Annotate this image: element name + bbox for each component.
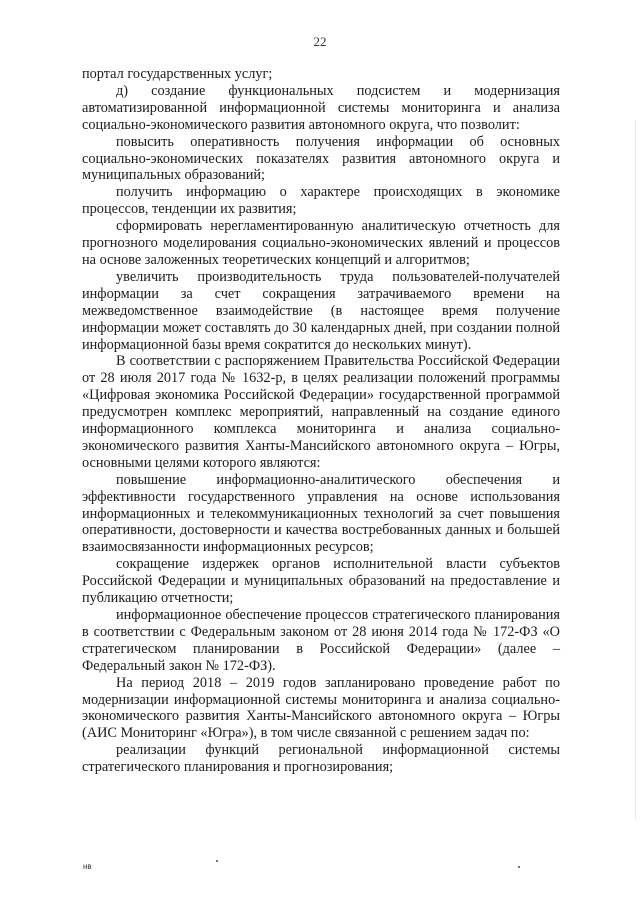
paragraph-goal-1: повышение информационно-аналитического обеспечения и эффективности государственного управления на основе использования информационных и телекоммуникационных технологий за счет повышения оперативности, достоверности и качества востребованных данных и большей взаимосвязанности информационных ресурсов; bbox=[82, 471, 560, 556]
paragraph-portal: портал государственных услуг; bbox=[82, 66, 273, 82]
footer-code: нв bbox=[83, 862, 92, 871]
scan-speck bbox=[216, 860, 218, 862]
scan-edge-line bbox=[635, 120, 636, 820]
paragraph-task-1: реализации функций региональной информационной системы стратегического планирования и прогнозирования; bbox=[82, 742, 560, 776]
body-text bbox=[82, 66, 560, 776]
paragraph-reporting: сформировать нерегламентированную аналитическую отчетность для прогнозного моделирования социально-экономических явлений и процессов на основе заложенных теоретических концепций и алгоритмов; bbox=[82, 218, 560, 268]
page-number: 22 bbox=[313, 34, 327, 49]
scan-speck bbox=[518, 866, 520, 868]
paragraph-goal-3: информационное обеспечение процессов стратегического планирования в соответствии с Федеральным законом от 28 июня 2014 года № 172-ФЗ «О стратегическом планировании в Российской Федерации» (далее – Федеральный закон № 172-ФЗ). bbox=[82, 607, 560, 674]
paragraph-economy-info: получить информацию о характере происходящих в экономике процессов, тенденции их развития; bbox=[82, 184, 560, 218]
paragraph-government-order: В соответствии с распоряжением Правительства Российской Федерации от 28 июля 2017 года № 1632-р, в целях реализации положений программы «Цифровая экономика Российской Федерации» государственной программой предусмотрен комплекс мероприятий, направленный на создание единого информационного комплекса мониторинга и анализа социально-экономического развития Ханты-Мансийского автономного округа – Югры, основными целями которого являются: bbox=[82, 353, 560, 471]
paragraph-plan-2018-2019: На период 2018 – 2019 годов запланировано проведение работ по модернизации информационной системы мониторинга и анализа социально-экономического развития Ханты-Мансийского автономного округа – Югры (АИС Мониторинг «Югра»), в том числе связанной с решением задач по: bbox=[82, 674, 560, 742]
paragraph-productivity: увеличить производительность труда пользователей-получателей информации за счет сокращения затрачиваемого времени на межведомственное взаимодействие (в настоящее время получение информации может составлять до 30 календарных дней, при создании полной информационной базы время сократится до нескольких минут). bbox=[82, 268, 560, 353]
paragraph-item-d: д) создание функциональных подсистем и модернизация автоматизированной информационной системы мониторинга и анализа социально-экономического развития автономного округа, что позволит: bbox=[82, 82, 560, 133]
paragraph-goal-2: сокращение издержек органов исполнительной власти субъектов Российской Федерации и муниципальных образований на предоставление и публикацию отчетности; bbox=[82, 556, 560, 607]
paragraph-efficiency: повысить оперативность получения информации об основных социально-экономических показателях развития автономного округа и муниципальных образований; bbox=[82, 133, 560, 184]
